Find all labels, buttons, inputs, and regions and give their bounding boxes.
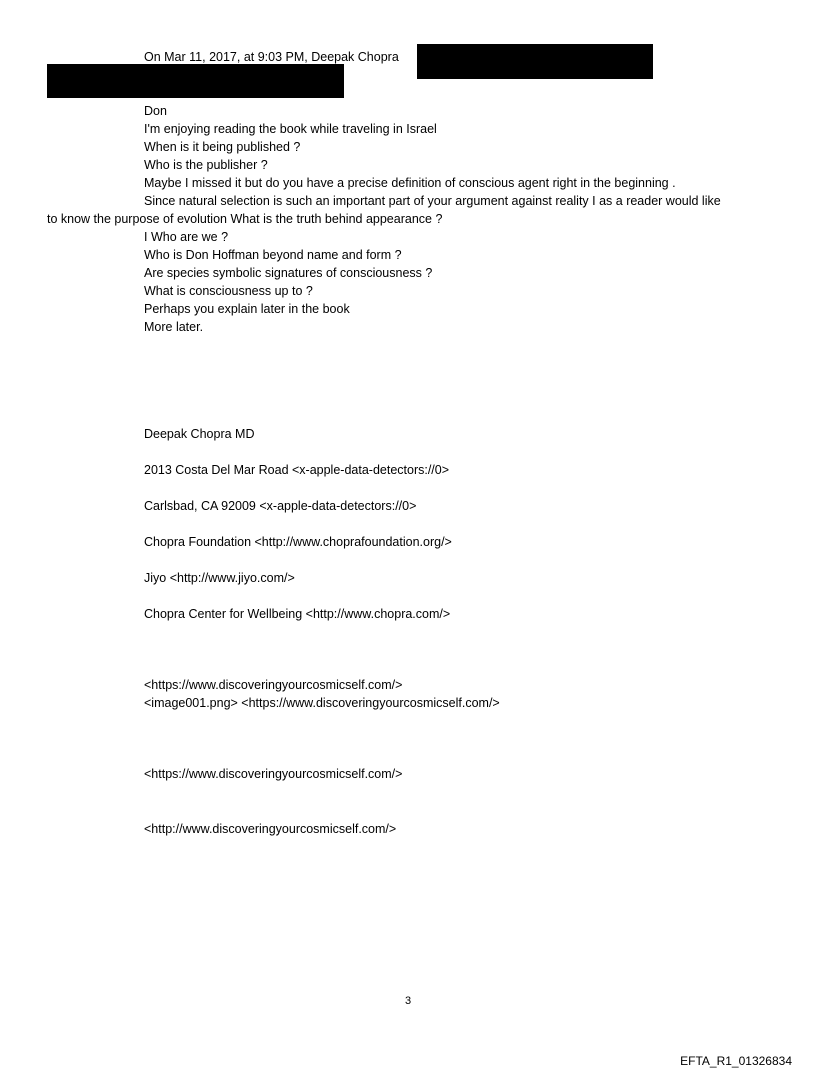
signature-address-line2: Carlsbad, CA 92009 <x-apple-data-detectors://0> bbox=[144, 499, 417, 513]
message-line: I Who are we ? bbox=[144, 230, 229, 244]
redaction-recipient bbox=[47, 64, 344, 98]
greeting: Don bbox=[144, 104, 167, 118]
message-line: Who is Don Hoffman beyond name and form ? bbox=[144, 248, 402, 262]
signature-address-line1: 2013 Costa Del Mar Road <x-apple-data-detectors://0> bbox=[144, 463, 450, 477]
message-line: When is it being published ? bbox=[144, 140, 301, 154]
message-line: More later. bbox=[144, 320, 204, 334]
page-number: 3 bbox=[404, 995, 412, 1007]
cosmic-self-link[interactable]: <https://www.discoveringyourcosmicself.com/> bbox=[144, 678, 403, 692]
cosmic-self-link[interactable]: <https://www.discoveringyourcosmicself.com/> bbox=[144, 767, 403, 781]
foundation-link[interactable]: Chopra Foundation <http://www.choprafoundation.org/> bbox=[144, 535, 452, 549]
chopra-center-link[interactable]: Chopra Center for Wellbeing <http://www.chopra.com/> bbox=[144, 607, 451, 621]
message-line: Since natural selection is such an important part of your argument against reality I as a reader would like bbox=[144, 194, 721, 208]
message-line: What is consciousness up to ? bbox=[144, 284, 313, 298]
image-cosmic-self-link[interactable]: <image001.png> <https://www.discoveringyourcosmicself.com/> bbox=[144, 696, 500, 710]
message-line: Perhaps you explain later in the book bbox=[144, 302, 350, 316]
sent-header: On Mar 11, 2017, at 9:03 PM, Deepak Chopra bbox=[144, 50, 399, 64]
message-line: Who is the publisher ? bbox=[144, 158, 268, 172]
cosmic-self-link[interactable]: <http://www.discoveringyourcosmicself.com/> bbox=[144, 822, 397, 836]
message-line: I'm enjoying reading the book while traveling in Israel bbox=[144, 122, 437, 136]
message-line: Maybe I missed it but do you have a precise definition of conscious agent right in the beginning . bbox=[144, 176, 676, 190]
redaction-email bbox=[417, 44, 653, 79]
document-id: EFTA_R1_01326834 bbox=[680, 1054, 792, 1068]
message-line: Are species symbolic signatures of consciousness ? bbox=[144, 266, 433, 280]
jiyo-link[interactable]: Jiyo <http://www.jiyo.com/> bbox=[144, 571, 295, 585]
message-line: to know the purpose of evolution What is the truth behind appearance ? bbox=[47, 212, 443, 226]
signature-name: Deepak Chopra MD bbox=[144, 427, 255, 441]
